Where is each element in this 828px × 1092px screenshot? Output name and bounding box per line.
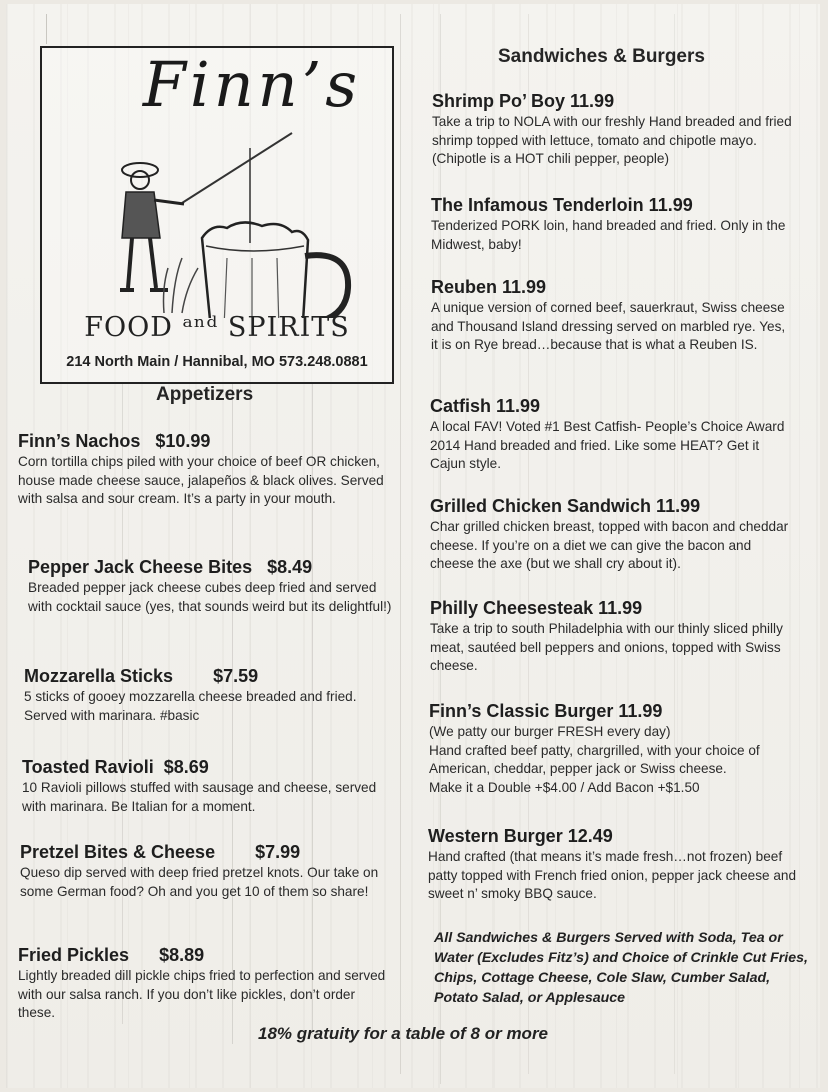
item-name: Finn’s Classic Burger 11.99: [429, 701, 663, 721]
item-name: Philly Cheesesteak 11.99: [430, 598, 643, 618]
item-name: Reuben 11.99: [431, 277, 547, 297]
item-description: Queso dip served with deep fried pretzel knots. Our take on some German food? Oh and you get 10 of them so share!: [20, 865, 379, 899]
menu-item-infamous-tenderloin: [431, 194, 793, 254]
item-description: Char grilled chicken breast, topped with bacon and cheddar cheese. If you’re on a diet we can give the bacon and cheese the axe (but we shall cry about it).: [430, 519, 789, 572]
item-name: Toasted Ravioli $8.69: [22, 757, 209, 777]
gratuity-note: 18% gratuity for a table of 8 or more: [258, 1024, 549, 1043]
wood-grain: [46, 14, 47, 44]
item-description: Take a trip to NOLA with our freshly Hand breaded and fried shrimp topped with lettuce, tomato and chipotle mayo. (Chipotle is a HOT chili pepper, people): [432, 114, 792, 167]
menu-item-pretzel-bites: [20, 841, 392, 901]
menu-item-philly-cheesesteak: [430, 597, 798, 676]
menu-item-pepper-jack-bites: [28, 556, 393, 616]
logo-food-spirits: FOOD ᵃⁿᵈ SPIRITS: [84, 312, 350, 343]
sandwiches-heading: Sandwiches & Burgers: [498, 46, 705, 67]
logo-address: 214 North Main / Hannibal, MO 573.248.0881: [66, 354, 368, 370]
item-name: Pepper Jack Cheese Bites $8.49: [28, 557, 313, 577]
menu-page: [6, 4, 820, 1088]
menu-item-reuben: [431, 276, 793, 355]
item-description: Corn tortilla chips piled with your choice of beef OR chicken, house made cheese sauce, jalapeños & black olives. Served with salsa and sour cream. It’s a party in your mouth.: [18, 454, 384, 507]
logo-title: Finn’s: [142, 48, 362, 121]
item-description: Take a trip to south Philadelphia with our thinly sliced philly meat, sautéed bell peppers and onions, topped with Swiss cheese.: [430, 621, 783, 674]
item-description: A unique version of corned beef, sauerkraut, Swiss cheese and Thousand Island dressing served on marbled rye. Yes, it is on Rye bread…because that is what a Reuben IS.: [431, 300, 786, 353]
item-description: Lightly breaded dill pickle chips fried to perfection and served with our salsa ranch. If you don’t like pickles, don’t order these.: [18, 968, 386, 1021]
item-description: A local FAV! Voted #1 Best Catfish- People’s Choice Award 2014 Hand breaded and fried. Like some HEAT? Get it Cajun style.: [430, 419, 785, 472]
item-name: The Infamous Tenderloin 11.99: [431, 195, 693, 215]
item-name: Grilled Chicken Sandwich 11.99: [430, 496, 701, 516]
menu-item-finns-nachos: [18, 430, 393, 509]
item-name: Mozzarella Sticks $7.59: [24, 666, 259, 686]
item-description: 10 Ravioli pillows stuffed with sausage and cheese, served with marinara. Be Italian for a moment.: [22, 780, 377, 814]
item-description: 5 sticks of gooey mozzarella cheese breaded and fried. Served with marinara. #basic: [24, 689, 357, 723]
logo-box: [40, 46, 394, 384]
item-name: Fried Pickles $8.89: [18, 945, 205, 965]
appetizers-heading: Appetizers: [156, 384, 254, 405]
menu-item-toasted-ravioli: [22, 756, 392, 816]
menu-item-shrimp-po-boy: [432, 90, 796, 169]
item-name: Western Burger 12.49: [428, 826, 613, 846]
menu-item-mozzarella-sticks: [24, 665, 394, 725]
item-name: Catfish 11.99: [430, 396, 541, 416]
menu-item-catfish: [430, 395, 794, 474]
menu-item-western-burger: [428, 825, 802, 904]
menu-item-grilled-chicken-sandwich: [430, 495, 796, 574]
item-description: Tenderized PORK loin, hand breaded and fried. Only in the Midwest, baby!: [431, 218, 786, 252]
menu-item-finns-classic-burger: [429, 700, 801, 797]
menu-item-fried-pickles: [18, 944, 392, 1023]
item-name: Pretzel Bites & Cheese $7.99: [20, 842, 301, 862]
fisherman-mug-illustration: [102, 128, 362, 318]
item-description: Breaded pepper jack cheese cubes deep fried and served with cocktail sauce (yes, that sounds weird but its delightful!): [28, 580, 392, 614]
item-description: Hand crafted (that means it’s made fresh…not frozen) beef patty topped with French fried onion, pepper jack cheese and sweet n’ smoky BBQ sauce.: [428, 849, 797, 902]
wood-grain: [400, 14, 401, 1074]
item-description: (We patty our burger FRESH every day) Hand crafted beef patty, chargrilled, with your choice of American, cheddar, pepper jack or Swiss cheese. Make it a Double +$4.00 / Add Bacon +$1.50: [429, 724, 760, 795]
sides-note: All Sandwiches & Burgers Served with Soda, Tea or Water (Excludes Fitz’s) and Choice of Crinkle Cut Fries, Chips, Cottage Cheese, Cole Slaw, Cumber Salad, Potato Salad, or Applesauce: [434, 930, 808, 1006]
item-name: Finn’s Nachos $10.99: [18, 431, 211, 451]
item-name: Shrimp Po’ Boy 11.99: [432, 91, 615, 111]
